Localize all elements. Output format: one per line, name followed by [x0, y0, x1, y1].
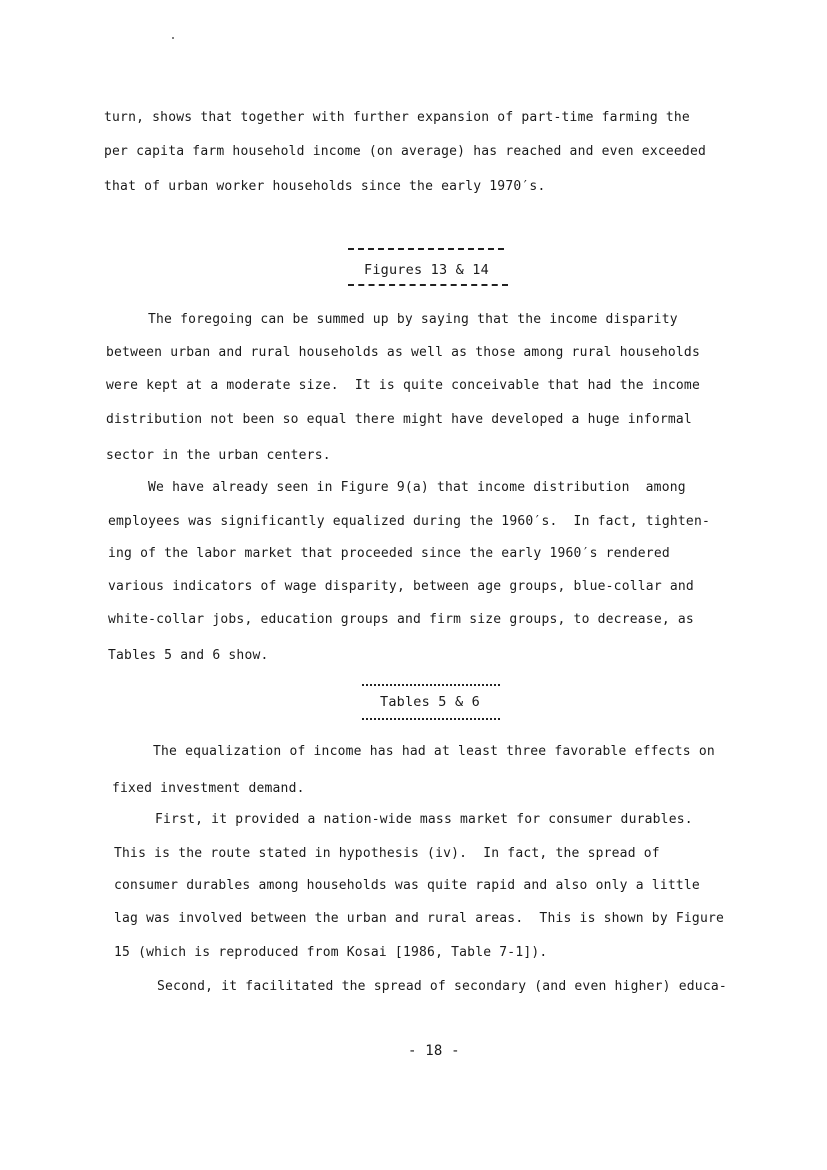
text-line: We have already seen in Figure 9(a) that income distribution among [148, 480, 686, 495]
scan-speck [172, 37, 174, 39]
text-line: various indicators of wage disparity, between age groups, blue-collar and [108, 579, 694, 594]
text-line: per capita farm household income (on average) has reached and even exceeded [104, 144, 706, 159]
bottom-rule [348, 284, 508, 286]
bottom-rule [362, 718, 500, 720]
text-line: distribution not been so equal there might have developed a huge informal [106, 412, 692, 427]
top-rule [362, 684, 500, 686]
text-line: employees was significantly equalized during the 1960′s. In fact, tighten- [108, 514, 710, 529]
text-line: fixed investment demand. [112, 781, 305, 796]
text-line: that of urban worker households since the early 1970′s. [104, 179, 546, 194]
text-line: The equalization of income has had at least three favorable effects on [153, 744, 715, 759]
text-line: ing of the labor market that proceeded since the early 1960′s rendered [108, 546, 670, 561]
top-rule [348, 248, 504, 250]
page-number: - 18 - [408, 1043, 460, 1059]
text-line: turn, shows that together with further expansion of part-time farming the [104, 110, 690, 125]
text-line: 15 (which is reproduced from Kosai [1986, Table 7-1]). [114, 945, 548, 960]
text-line: sector in the urban centers. [106, 448, 331, 463]
text-line: were kept at a moderate size. It is quite conceivable that had the income [106, 378, 700, 393]
text-line: between urban and rural households as well as those among rural households [106, 345, 700, 360]
figures-label: Figures 13 & 14 [364, 262, 489, 278]
text-line: The foregoing can be summed up by saying that the income disparity [148, 312, 678, 327]
text-line: lag was involved between the urban and rural areas. This is shown by Figure [114, 911, 725, 926]
text-line: white-collar jobs, education groups and firm size groups, to decrease, as [108, 612, 694, 627]
text-line: Second, it facilitated the spread of secondary (and even higher) educa- [157, 979, 727, 994]
tables-label: Tables 5 & 6 [380, 694, 480, 710]
text-line: consumer durables among households was quite rapid and also only a little [114, 878, 700, 893]
text-line: This is the route stated in hypothesis (iv). In fact, the spread of [114, 846, 660, 861]
text-line: Tables 5 and 6 show. [108, 648, 269, 663]
text-line: First, it provided a nation-wide mass market for consumer durables. [155, 812, 693, 827]
